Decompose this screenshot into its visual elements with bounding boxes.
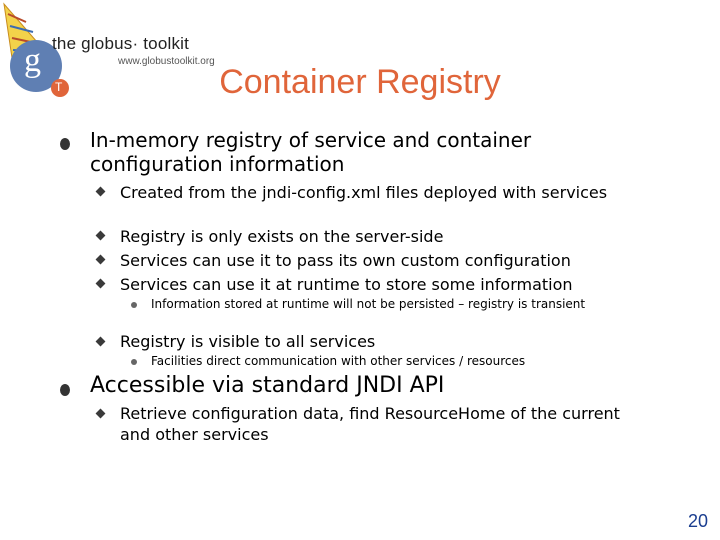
page-number: 20 xyxy=(687,511,708,531)
logo-letter-t: T xyxy=(55,80,63,94)
sub-bullet-text: Services can use it to pass its own custom configuration xyxy=(120,251,571,270)
bullet-diamond xyxy=(96,409,106,419)
sub-bullet-text: Registry is only exists on the server-side xyxy=(120,227,444,246)
bullet-diamond xyxy=(96,187,106,197)
logo-wordmark: the globus· toolkit xyxy=(52,34,190,53)
bullet-diamond xyxy=(96,337,106,347)
bullet-diamond xyxy=(96,255,106,265)
logo-letter-g: g xyxy=(24,42,41,79)
bullet-diamond xyxy=(96,231,106,241)
sub-sub-bullet-text: Information stored at runtime will not be persisted – registry is transient xyxy=(151,297,586,311)
slide-title-text: Container Registry xyxy=(219,63,501,101)
logo-url: www.globustoolkit.org xyxy=(118,56,215,67)
sub-bullet-text: Services can use it at runtime to store some information xyxy=(120,275,573,294)
bullet-text: Accessible via standard JNDI API xyxy=(90,373,445,398)
bullet-diamond xyxy=(96,279,106,289)
bullet-small-dot xyxy=(131,359,137,365)
sub-bullet-text: Registry is visible to all services xyxy=(120,332,376,351)
sub-bullet-text: Created from the jndi-config.xml files deployed with services xyxy=(120,183,608,202)
sub-bullet-text: Retrieve configuration data, find ResourceHome of the current and other services xyxy=(120,404,620,444)
bullet-dot xyxy=(60,384,70,396)
bullet-dot xyxy=(60,138,70,150)
bullet-small-dot xyxy=(131,302,137,308)
sub-sub-bullet-text: Facilities direct communication with other services / resources xyxy=(151,354,526,368)
bullet-text: In-memory registry of service and container configuration information xyxy=(90,128,532,176)
